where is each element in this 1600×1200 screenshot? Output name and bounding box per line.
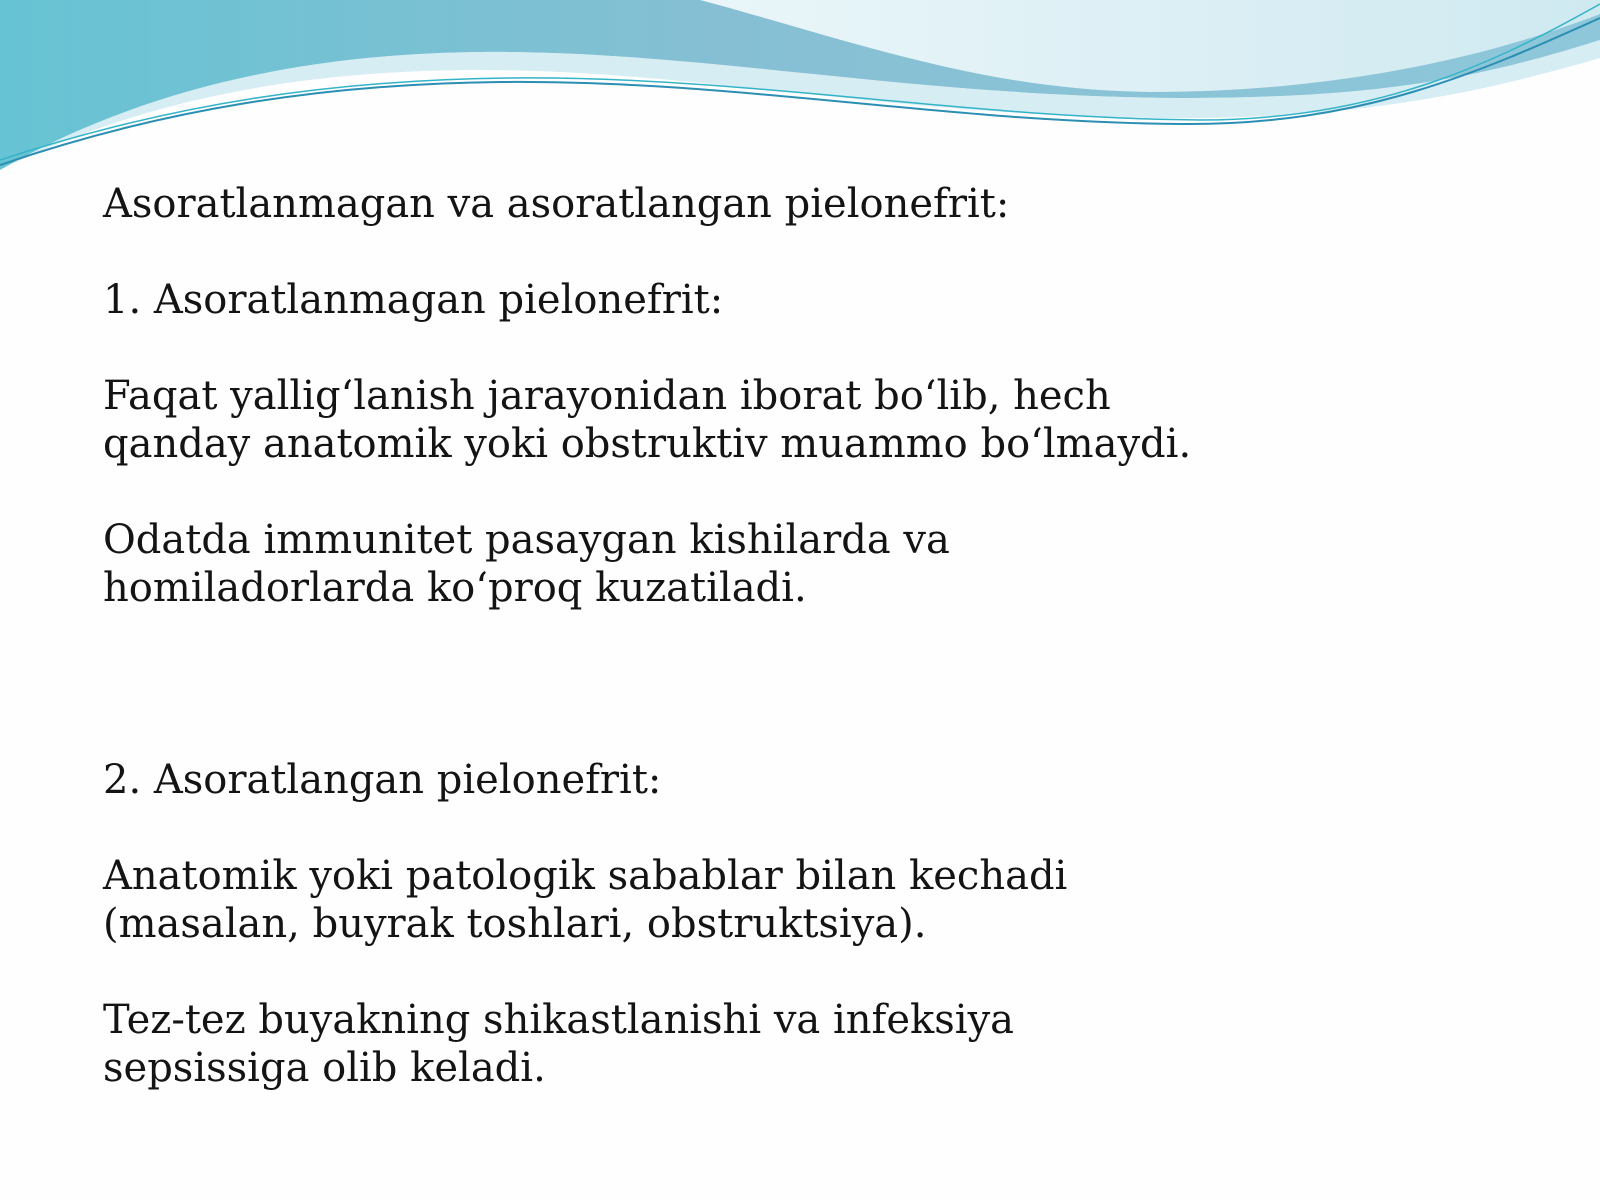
blank-line: [103, 804, 1283, 852]
section1-paragraph1-line1: Faqat yallig‘lanish jarayonidan iborat bo‘lib, hech: [103, 373, 1111, 419]
section2-title: 2. Asoratlangan pielonefrit:: [103, 757, 662, 803]
section2-paragraph1-line1: Anatomik yoki patologik sabablar bilan kechadi: [103, 853, 1068, 899]
section1-title: 1. Asoratlanmagan pielonefrit:: [103, 277, 724, 323]
blank-line: [103, 468, 1283, 516]
blank-line: [103, 228, 1283, 276]
slide-heading: Asoratlanmagan va asoratlangan pielonefrit:: [103, 181, 1010, 227]
blank-line: [103, 324, 1283, 372]
blank-line: [103, 708, 1283, 756]
section2-paragraph1-line2: (masalan, buyrak toshlari, obstruktsiya).: [103, 901, 927, 947]
blank-line: [103, 612, 1283, 660]
section1-paragraph2-line1: Odatda immunitet pasaygan kishilarda va: [103, 517, 950, 563]
blank-line: [103, 660, 1283, 708]
wave-header-decoration: [0, 0, 1600, 200]
blank-line: [103, 948, 1283, 996]
section1-paragraph1-line2: qanday anatomik yoki obstruktiv muammo bo‘lmaydi.: [103, 421, 1192, 467]
section2-paragraph2-line2: sepsissiga olib keladi.: [103, 1045, 546, 1091]
section2-paragraph2-line1: Tez-tez buyakning shikastlanishi va infeksiya: [103, 997, 1015, 1043]
slide-body-text: [103, 180, 1283, 1092]
section1-paragraph2-line2: homiladorlarda ko‘proq kuzatiladi.: [103, 565, 807, 611]
